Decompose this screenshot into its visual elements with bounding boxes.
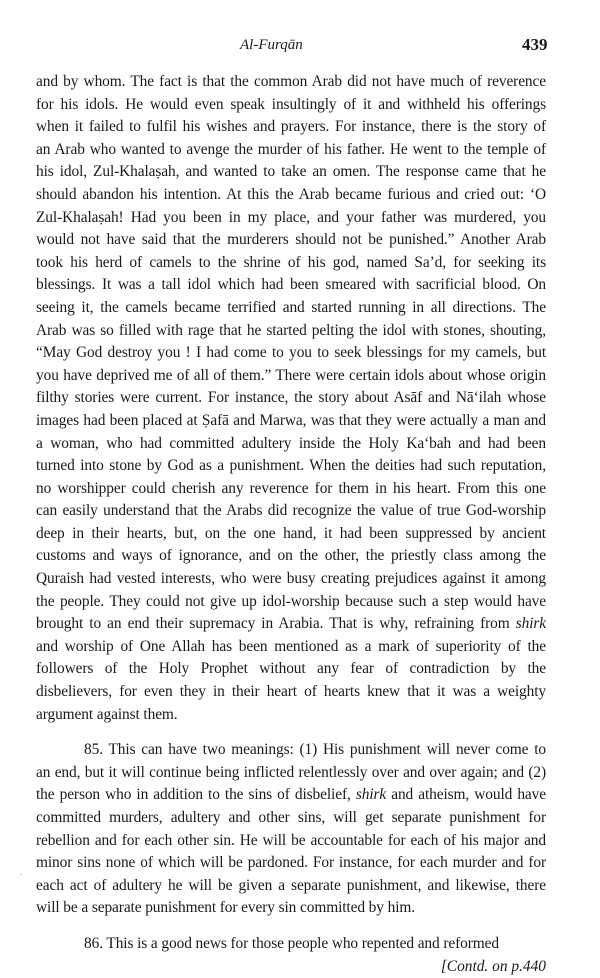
text-line: customs and ways of ignorance, and on the other, the priestly class among the <box>36 547 546 565</box>
text-line: no worshipper could cherish any reverence for them in his heart. From this one <box>36 479 546 497</box>
text-line: argument against them. <box>36 705 178 723</box>
text-line: Zul-Khalaṣah! Had you been in my place, and your father was murdered, you <box>36 208 546 226</box>
text-line: seeing it, the camels became terrified and started running in all directions. The <box>36 298 546 316</box>
text-line: for his idols. He would even speak insultingly of it and withheld his offerings <box>36 95 546 113</box>
text-line: and by whom. The fact is that the common Arab did not have much of reverence <box>36 73 546 90</box>
running-title: Al-Furqān <box>240 37 303 53</box>
scan-speck: . <box>20 867 23 878</box>
text-line: minor sins none of which will be pardoned. For instance, for each murder and for <box>36 854 546 872</box>
text-line: will be a separate punishment for every sin committed by him. <box>36 899 415 917</box>
text-line: an Arab who wanted to avenge the murder of his father. He went to the temple of <box>36 140 546 158</box>
text-line: Arab was so filled with rage that he started pelting the idol with stones, shouting, <box>36 321 546 339</box>
text-line: “May God destroy you ! I had come to you to seek blessings for my camels, but <box>36 344 546 362</box>
text-line: took his herd of camels to the shrine of his god, named Sa’d, for seeking its <box>36 253 546 271</box>
text-line: a woman, who had committed adultery inside the Holy Ka‘bah and had been <box>36 434 546 452</box>
text-line: his idol, Zul-Khalaṣah, and wanted to take an omen. The response came that he <box>36 163 546 181</box>
continuation-note: [Contd. on p.440 <box>440 957 546 975</box>
text-line: turned into stone by God as a punishment. When the deities had such reputation, <box>36 457 546 475</box>
text-line: the person who in addition to the sins of disbelief, shirk and atheism, would have <box>36 786 546 804</box>
text-line: the people. They could not give up idol-worship because such a step would have <box>36 592 546 610</box>
text-line: committed murders, adultery and other sins, will get separate punishment for <box>36 809 546 826</box>
text-line: when it failed to fulfil his wishes and prayers. For instance, there is the story of <box>36 118 546 136</box>
paragraph-continued <box>36 71 546 726</box>
text-line: rebellion and for each other sin. He will be accountable for each of his major and <box>36 831 546 849</box>
page-number: 439 <box>522 35 548 54</box>
text-line: 86. This is a good news for those people who repented and reformed <box>84 934 499 952</box>
text-line: Quraish had vested interests, who were busy creating prejudices against it among <box>36 570 546 588</box>
page-body <box>36 71 546 978</box>
text-line: followers of the Holy Prophet without any fear of contradiction by the <box>36 660 546 678</box>
text-line: disbelievers, for even they in their heart of hearts knew that it was a weighty <box>36 683 546 701</box>
note-86 <box>36 933 546 956</box>
text-line: you have deprived me of all of them.” There were certain idols about whose origin <box>36 366 546 384</box>
text-line: images had been placed at Ṣafā and Marwa, was that they were actually a man and <box>36 411 546 429</box>
text-line: each act of adultery he will be given a separate punishment, and likewise, there <box>36 876 546 894</box>
text-line: brought to an end their supremacy in Arabia. That is why, refraining from shirk <box>36 615 546 633</box>
text-line: would not have said that the murderers should not be punished.” Another Arab <box>36 231 546 249</box>
text-line: an end, but it will continue being inflicted relentlessly over and over again; and (2) <box>36 763 546 781</box>
text-line: 85. This can have two meanings: (1) His punishment will never come to <box>84 741 546 759</box>
note-85 <box>36 739 546 920</box>
text-line: filthy stories were current. For instance, the story about Asāf and Nā‘ilah whose <box>36 389 546 407</box>
text-line: and worship of One Allah has been mentioned as a mark of superiority of the <box>36 637 546 655</box>
text-line: deep in their hearts, but, on the one hand, it had been suppressed by ancient <box>36 524 546 542</box>
text-line: can easily understand that the Arabs did recognize the value of true God-worship <box>36 502 546 520</box>
page-header <box>0 37 600 61</box>
text-line: should abandon his intention. At this the Arab became furious and cried out: ‘O <box>36 185 546 203</box>
text-line: blessings. It was a tall idol which had been smeared with sacrificial blood. On <box>36 276 546 294</box>
